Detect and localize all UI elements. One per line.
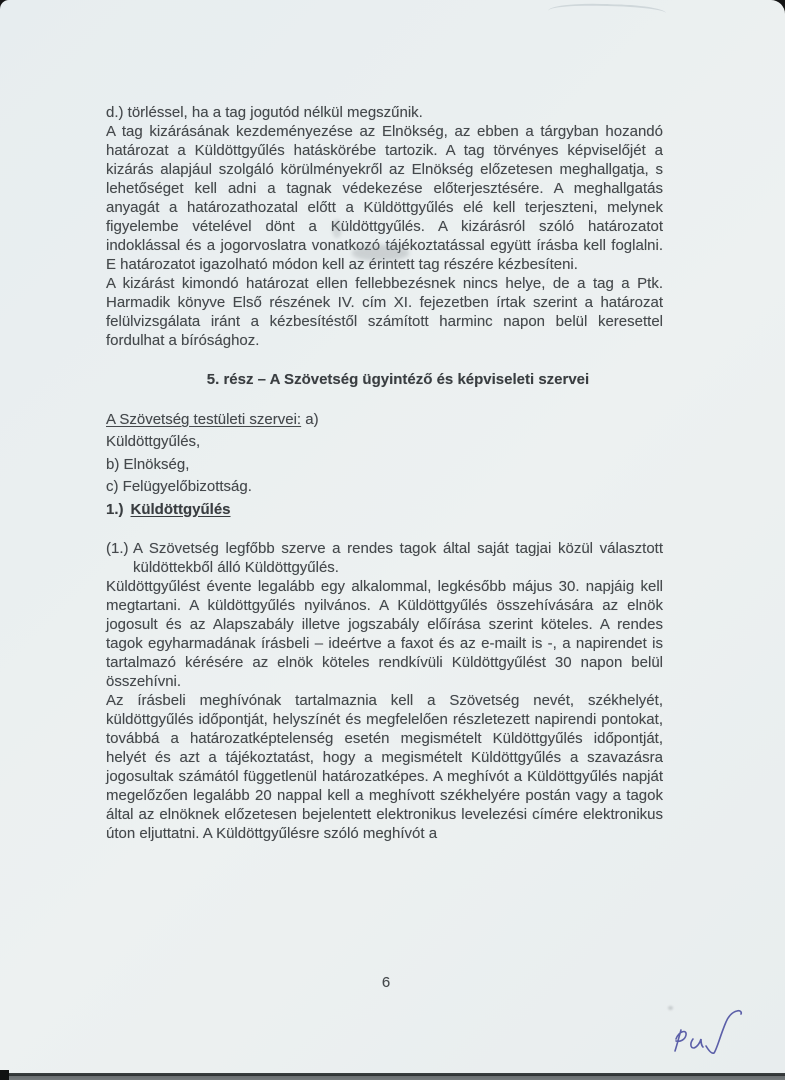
handwritten-signature — [670, 1008, 746, 1070]
signature-letter-c — [691, 1039, 703, 1048]
list-intro-line — [106, 409, 663, 431]
subsection-title-line — [106, 499, 663, 521]
page-number: 6 — [381, 974, 391, 991]
list-item-elnokseg: b) Elnökség, — [106, 455, 190, 473]
paragraph-written-invitation: Az írásbeli meghívónak tartalmaznia kell a Szövetség nevét, székhelyét, küldöttgyűlés időpontját, helyszínét és megfelelően részletezett napirendi pontokat, továbbá a határozatképtelenség esetén megismételt Küldöttgyűlés időpontját, helyét és azt a tájékoztatást, hogy a megismételt Küldöttgyűlés a szavazásra jogosultak számától függetlenül határozatképes. A meghívót a Küldöttgyűlés napját megelőzően legalább 20 nappal kell a meghívott székhelyére postán vagy a tagok által az elnöknek előzetesen bejelentett elektronikus levelezési címére elektronikus úton eljuttatni. A Küldöttgyűlésre szóló meghívót a — [106, 692, 663, 843]
clause-1-text: A Szövetség legfőbb szerve a rendes tagok által saját tagjai közül választott küldöttekből álló Küldöttgyűlés. — [133, 540, 663, 577]
paragraph-annual-meeting: Küldöttgyűlést évente legalább egy alkalommal, legkésőbb május 30. napjáig kell megtartani. A küldöttgyűlés nyilvános. A Küldöttgyűlés összehívására az elnök jogosult és az Alapszabály illetve jogszabály előírása szerint köteles. A rendes tagok egyharmadának írásbeli – ideértve a faxot és az e-mailt is -, a napirendet is tartalmazó kérésére az elnök köteles rendkívüli Küldöttgyűlést 30 napon belül összehívni. — [106, 578, 663, 691]
list-item-felugyelobizottsag: c) Felügyelőbizottság. — [106, 478, 252, 496]
signature-strokes — [675, 1011, 741, 1053]
section-heading-part5: 5. rész – A Szövetség ügyintéző és képviseleti szervei — [206, 371, 590, 388]
paragraph-member-exclusion: A tag kizárásának kezdeményezése az Elnökség, az ebben a tárgyban hozandó határozat a Küldöttgyűlés hatáskörébe tartozik. A tag törvényes képviselőjét a kizárás alapjául szolgáló körülményekről az Elnökség előzetesen meghallgatja, s lehetőséget kell adni a tagnak védekezése előterjesztésére. A meghallgatás anyagát a határozathozatal előtt a Küldöttgyűlés elé kell terjeszteni, melynek figyelembe vételével dönt a Küldöttgyűlés. A kizárásról szóló határozatot indoklással és a jogorvoslatra vonatkozó tájékoztatással együtt írásba kell foglalni. E határozatot igazolható módon kell az érintett tag részére kézbesíteni. — [106, 123, 663, 273]
list-item-kuldottgyules: Küldöttgyűlés, — [106, 433, 201, 451]
scan-edge-bottom-left-corner — [0, 1070, 9, 1080]
paragraph-appeal-rules: A kizárást kimondó határozat ellen fellebbezésnek nincs helye, de a tag a Ptk. Harmadik könyve Első részének IV. cím XI. fejezetben írtak szerint a határozat felülvizsgálata iránt a kézbesítéstől számított harminc napon belül keresettel fordulhat a bírósághoz. — [106, 275, 663, 349]
text-column — [106, 103, 663, 843]
scan-edge-bottom — [0, 1073, 785, 1080]
clause-1-marker: (1.) — [106, 540, 129, 558]
paper-crease — [548, 2, 667, 24]
signature-letter-v — [706, 1011, 741, 1053]
signature-letter-p — [675, 1030, 686, 1051]
subsection-title-kuldottgyules: Küldöttgyűlés — [130, 500, 231, 518]
clause-1 — [106, 539, 663, 577]
list-intro-tail: a) — [301, 411, 319, 428]
subsection-number: 1.) — [106, 500, 124, 518]
list-intro-underlined: A Szövetség testületi szervei: — [106, 411, 302, 428]
list-item-d: d.) törléssel, ha a tag jogutód nélkül megszűnik. — [106, 104, 423, 121]
organs-list — [106, 409, 663, 521]
